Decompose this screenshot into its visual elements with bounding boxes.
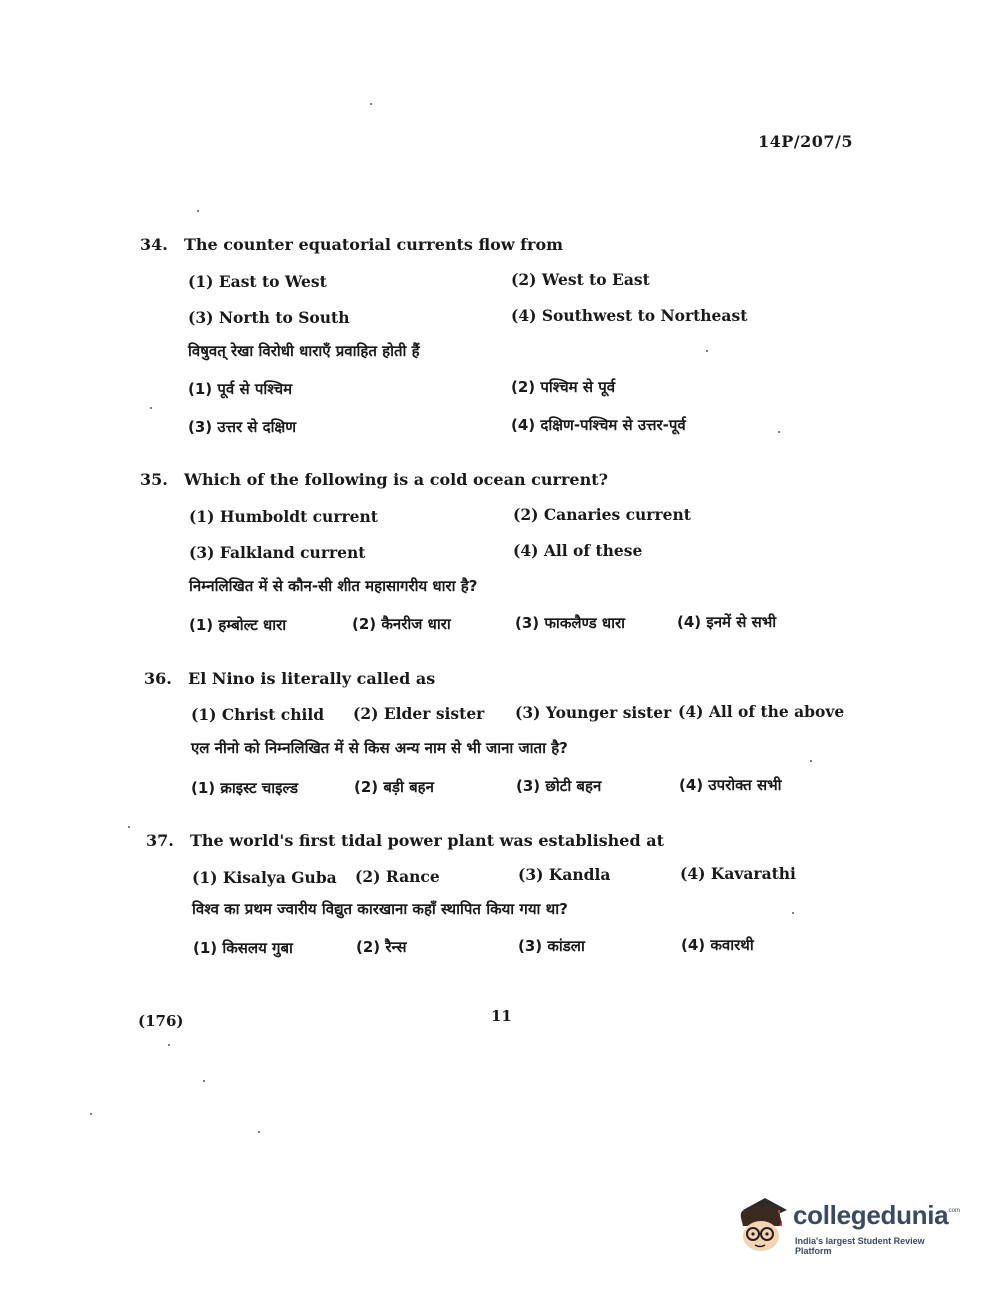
question-35	[140, 470, 608, 489]
hindi-option: (1) पूर्व से पश्चिम	[188, 380, 293, 398]
hindi-question-text: एल नीनो को निम्नलिखित में से किस अन्य नाम से भी जाना जाता है?	[191, 739, 568, 757]
logo-tagline: India's largest Student Review Platform	[795, 1236, 925, 1256]
hindi-question-text: निम्नलिखित में से कौन-सी शीत महासागरीय धारा है?	[189, 577, 478, 595]
question-number: 34.	[140, 235, 168, 254]
option: (4) All of the above	[678, 702, 845, 721]
scan-speck	[792, 912, 794, 914]
hindi-option: (2) कैनरीज धारा	[352, 615, 451, 633]
question-36	[144, 669, 435, 688]
question-text: The world's first tidal power plant was established at	[190, 831, 664, 850]
scan-speck	[168, 1044, 170, 1046]
logo-suffix: .com	[947, 1208, 961, 1214]
question-text: El Nino is literally called as	[188, 669, 436, 688]
option: (1) Humboldt current	[189, 507, 378, 526]
option: (4) All of these	[513, 541, 643, 560]
option: (4) Kavarathi	[680, 864, 796, 883]
scan-speck	[150, 407, 152, 409]
option: (1) Christ child	[191, 705, 325, 724]
hindi-option: (4) इनमें से सभी	[677, 613, 777, 631]
hindi-question-text: विषुवत् रेखा विरोधी धाराएँ प्रवाहित होती हैं	[188, 342, 420, 360]
scan-speck	[778, 431, 780, 433]
hindi-question-text: विश्व का प्रथम ज्वारीय विद्युत कारखाना कहाँ स्थापित किया गया था?	[192, 900, 568, 918]
booklet-code: (176)	[138, 1012, 184, 1030]
scan-speck	[203, 1080, 205, 1082]
hindi-option: (4) उपरोक्त सभी	[679, 776, 782, 794]
hindi-option: (1) हम्बोल्ट धारा	[189, 616, 287, 634]
hindi-option: (2) बड़ी बहन	[354, 778, 434, 796]
scan-speck	[370, 103, 372, 105]
scan-speck	[197, 210, 199, 212]
hindi-option: (3) फाकलैण्ड धारा	[515, 614, 626, 632]
scan-speck	[810, 760, 812, 762]
question-text: Which of the following is a cold ocean current?	[184, 470, 608, 489]
hindi-option: (1) किसलय गुबा	[193, 939, 293, 957]
hindi-option: (2) रैन्स	[356, 938, 407, 956]
page-number: 11	[491, 1007, 512, 1025]
question-number: 36.	[144, 669, 172, 688]
hindi-option: (4) कवारथी	[681, 936, 754, 954]
hindi-option: (3) उत्तर से दक्षिण	[188, 418, 297, 436]
hindi-option: (2) पश्चिम से पूर्व	[511, 378, 616, 396]
option: (1) Kisalya Guba	[192, 868, 337, 887]
option: (1) East to West	[188, 272, 327, 291]
paper-code: 14P/207/5	[757, 132, 853, 151]
logo-wordmark: collegedunia	[793, 1200, 949, 1230]
option: (3) Younger sister	[515, 703, 672, 722]
scan-speck	[128, 826, 130, 828]
scan-speck	[258, 1131, 260, 1133]
option: (2) Rance	[355, 867, 440, 886]
question-number: 35.	[140, 470, 168, 489]
hindi-option: (3) कांडला	[518, 937, 585, 955]
question-number: 37.	[146, 831, 174, 850]
option: (3) Kandla	[518, 865, 611, 884]
question-37	[146, 831, 664, 850]
hindi-option: (3) छोटी बहन	[516, 777, 602, 795]
option: (4) Southwest to Northeast	[511, 306, 748, 325]
option: (2) Elder sister	[353, 704, 485, 723]
question-34	[140, 235, 563, 254]
question-text: The counter equatorial currents flow from	[184, 235, 564, 254]
scan-speck	[706, 350, 708, 352]
option: (2) Canaries current	[513, 505, 691, 524]
mascot-icon	[735, 1196, 791, 1256]
option: (3) North to South	[188, 308, 350, 327]
option: (2) West to East	[511, 270, 650, 289]
hindi-option: (4) दक्षिण-पश्चिम से उत्तर-पूर्व	[511, 416, 686, 434]
option: (3) Falkland current	[189, 543, 366, 562]
hindi-option: (1) क्राइस्ट चाइल्ड	[191, 779, 299, 797]
scan-speck	[90, 1113, 92, 1115]
collegedunia-logo	[735, 1196, 960, 1256]
